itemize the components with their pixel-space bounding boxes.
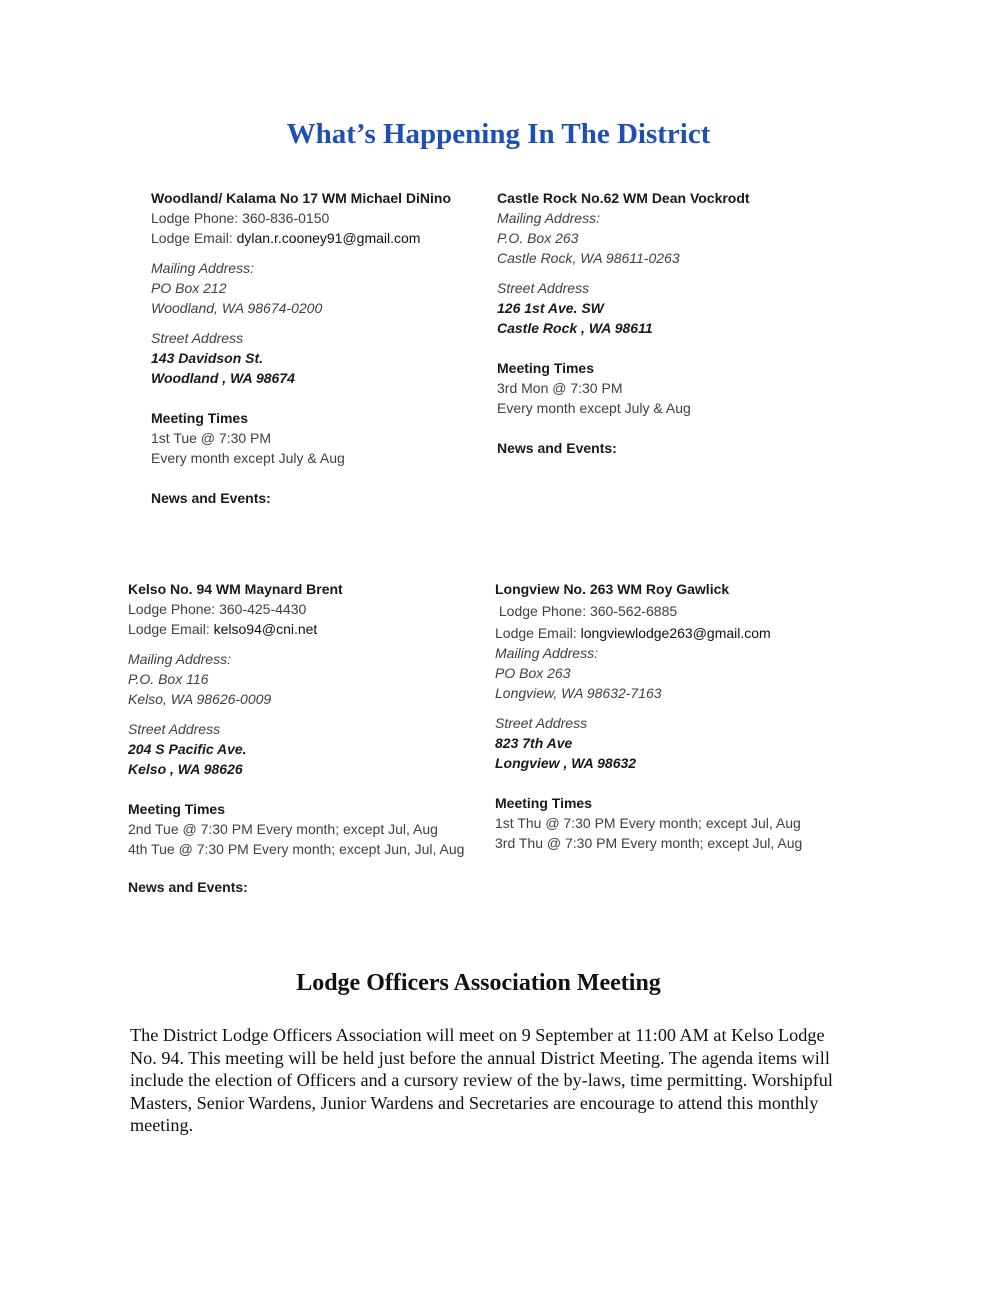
news-events-label: News and Events: [151, 490, 271, 506]
lodge-email[interactable]: dylan.r.cooney91@gmail.com [236, 230, 421, 246]
lodge-kelso [128, 579, 465, 897]
meeting-times-label: Meeting Times [128, 801, 225, 817]
meeting-times-label: Meeting Times [495, 795, 592, 811]
lodge-woodland-kalama [151, 188, 451, 508]
street-address-line: Kelso , WA 98626 [128, 761, 243, 777]
mailing-address-label: Mailing Address: [497, 210, 600, 226]
street-address-line: Woodland , WA 98674 [151, 370, 295, 386]
mailing-address-line: P.O. Box 116 [128, 671, 209, 687]
lodge-name: Woodland/ Kalama No 17 WM Michael DiNino [151, 190, 451, 206]
street-address-label: Street Address [151, 330, 244, 346]
street-address-label: Street Address [128, 721, 221, 737]
mailing-address-line: P.O. Box 263 [497, 230, 579, 246]
meeting-time-line: 2nd Tue @ 7:30 PM Every month; except Jul, Aug [128, 821, 438, 837]
mailing-address-label: Mailing Address: [495, 645, 598, 661]
lodge-email-label: Lodge Email: [128, 621, 214, 637]
mailing-address-label: Mailing Address: [128, 651, 231, 667]
street-address-line: 823 7th Ave [495, 735, 573, 751]
loa-meeting-body: The District Lodge Officers Association will meet on 9 September at 11:00 AM at Kelso Lodge No. 94. This meeting will be held just before the annual District Meeting. The agenda items will include the election of Officers and a cursory review of the by-laws, time permitting. Worshipful Masters, Senior Wardens, Junior Wardens and Secretaries are encourage to attend this monthly meeting. [130, 1025, 833, 1135]
street-address-line: 126 1st Ave. SW [497, 300, 604, 316]
meeting-time-line: Every month except July & Aug [497, 400, 691, 416]
meeting-time-line: 1st Thu @ 7:30 PM Every month; except Jul, Aug [495, 815, 801, 831]
news-events-label: News and Events: [497, 440, 617, 456]
street-address-label: Street Address [497, 280, 590, 296]
street-address-label: Street Address [495, 715, 588, 731]
mailing-address-label: Mailing Address: [151, 260, 254, 276]
street-address-line: 143 Davidson St. [151, 350, 264, 366]
meeting-time-line: 3rd Mon @ 7:30 PM [497, 380, 623, 396]
mailing-address-line: Woodland, WA 98674-0200 [151, 300, 323, 316]
lodge-name: Longview No. 263 WM Roy Gawlick [495, 581, 730, 597]
lodge-phone: Lodge Phone: 360-425-4430 [128, 601, 307, 617]
lodge-email-label: Lodge Email: [495, 625, 581, 641]
page-title: What’s Happening In The District [286, 118, 711, 150]
street-address-line: Longview , WA 98632 [495, 755, 637, 771]
lodge-email-line [151, 228, 451, 248]
mailing-address-line: Longview, WA 98632-7163 [495, 685, 662, 701]
news-events-label: News and Events: [128, 879, 248, 895]
lodge-castle-rock [497, 188, 750, 458]
mailing-address-line: Castle Rock, WA 98611-0263 [497, 250, 680, 266]
mailing-address-line: PO Box 263 [495, 665, 571, 681]
meeting-times-label: Meeting Times [497, 360, 594, 376]
lodge-longview [495, 579, 802, 853]
meeting-time-line: Every month except July & Aug [151, 450, 345, 466]
lodge-email[interactable]: kelso94@cni.net [213, 621, 318, 637]
lodge-email-label: Lodge Email: [151, 230, 237, 246]
street-address-line: Castle Rock , WA 98611 [497, 320, 653, 336]
lodge-name: Kelso No. 94 WM Maynard Brent [128, 581, 343, 597]
street-address-line: 204 S Pacific Ave. [128, 741, 247, 757]
mailing-address-line: PO Box 212 [151, 280, 227, 296]
lodge-phone: Lodge Phone: 360-836-0150 [151, 210, 330, 226]
meeting-time-line: 1st Tue @ 7:30 PM [151, 430, 272, 446]
lodge-email-line [495, 623, 802, 643]
lodge-email-line [128, 619, 458, 639]
lodge-phone: Lodge Phone: 360-562-6885 [495, 603, 678, 619]
lodge-name: Castle Rock No.62 WM Dean Vockrodt [497, 190, 750, 206]
mailing-address-line: Kelso, WA 98626-0009 [128, 691, 272, 707]
lodge-email[interactable]: longviewlodge263@gmail.com [580, 625, 771, 641]
meeting-time-line: 3rd Thu @ 7:30 PM Every month; except Jul, Aug [495, 835, 803, 851]
loa-meeting-title: Lodge Officers Association Meeting [296, 970, 661, 996]
meeting-times-label: Meeting Times [151, 410, 248, 426]
meeting-time-line: 4th Tue @ 7:30 PM Every month; except Jun, Jul, Aug [128, 841, 465, 857]
